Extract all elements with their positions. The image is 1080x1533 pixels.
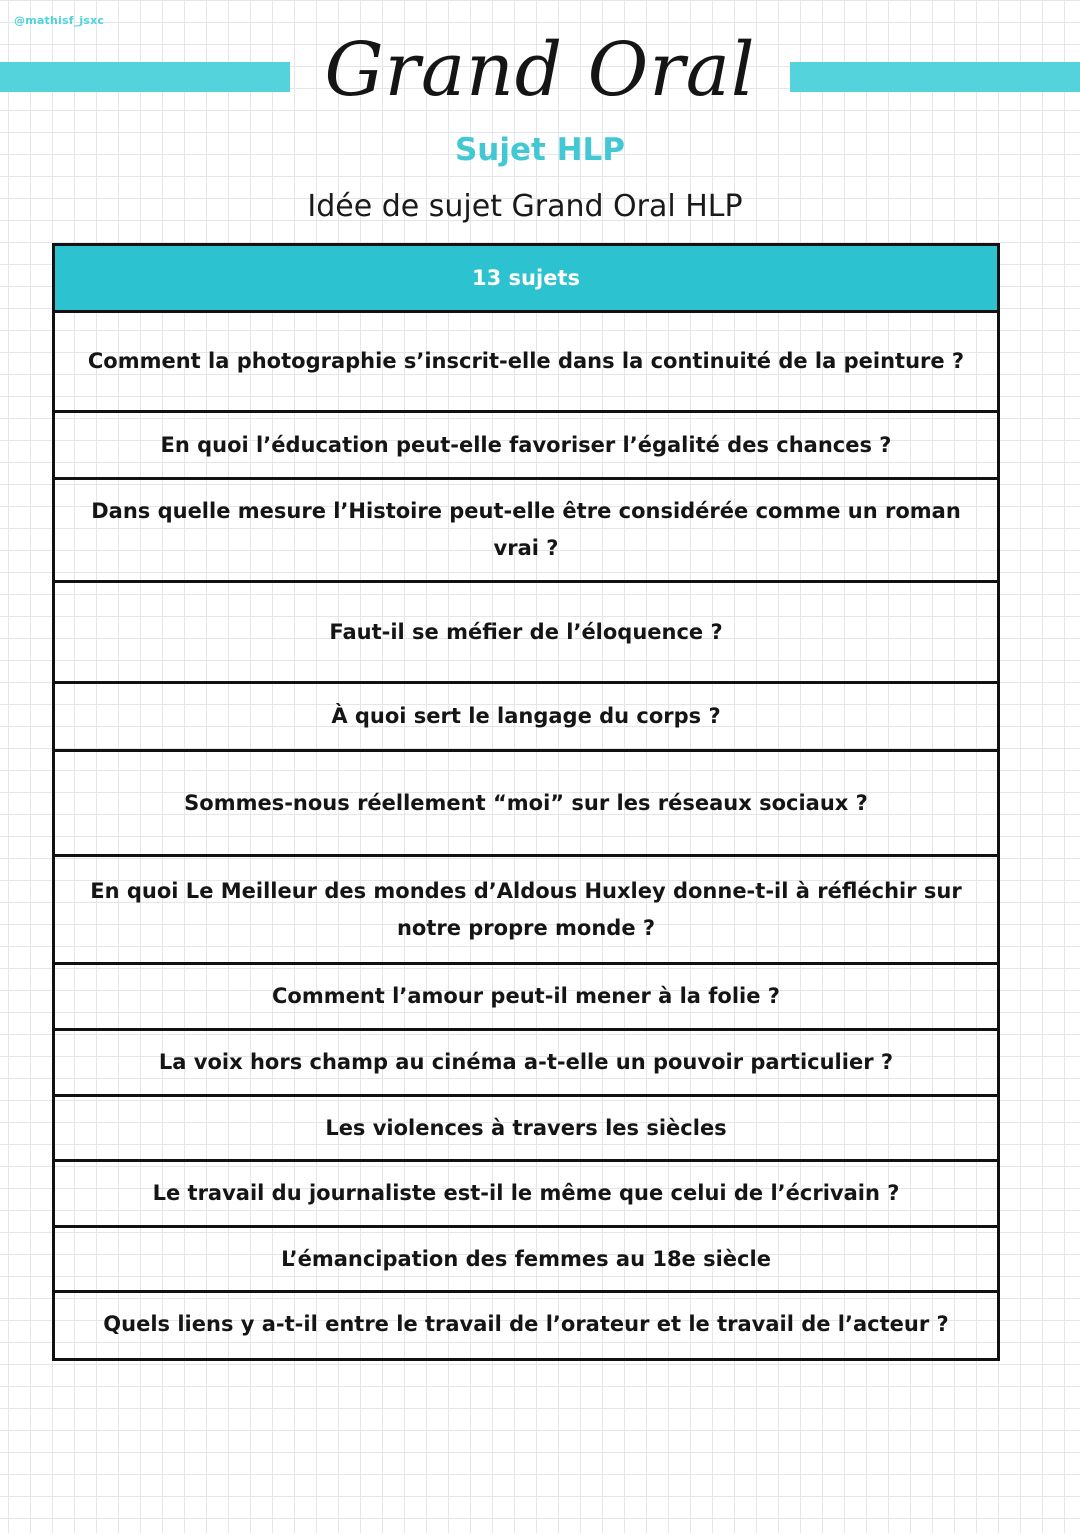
table-header-label: 13 sujets — [472, 266, 580, 290]
table-row: Les violences à travers les siècles — [55, 1097, 997, 1162]
page-lead: Idée de sujet Grand Oral HLP — [307, 189, 743, 224]
author-watermark: @mathisf_jsxc — [14, 14, 105, 27]
page-title: Grand Oral — [324, 27, 756, 113]
table-row: La voix hors champ au cinéma a-t-elle un pouvoir particulier ? — [55, 1031, 997, 1097]
table-row: En quoi l’éducation peut-elle favoriser l’égalité des chances ? — [55, 413, 997, 480]
table-row: L’émancipation des femmes au 18e siècle — [55, 1228, 997, 1293]
topics-table — [52, 243, 1000, 1361]
table-body — [55, 313, 997, 1358]
decorative-bar-left — [0, 62, 290, 92]
table-row: Quels liens y a-t-il entre le travail de l’orateur et le travail de l’acteur ? — [103, 1312, 949, 1336]
table-row: Le travail du journaliste est-il le même que celui de l’écrivain ? — [55, 1162, 997, 1228]
table-row: Comment la photographie s’inscrit-elle dans la continuité de la peinture ? — [55, 313, 997, 413]
table-row: Comment l’amour peut-il mener à la folie ? — [55, 965, 997, 1031]
table-row: À quoi sert le langage du corps ? — [55, 684, 997, 752]
page-subtitle: Sujet HLP — [454, 132, 626, 168]
table-header — [55, 246, 997, 313]
table-row: Sommes-nous réellement “moi” sur les réseaux sociaux ? — [55, 752, 997, 857]
table-row: Dans quelle mesure l’Histoire peut-elle être considérée comme un roman vrai ? — [55, 480, 997, 583]
table-row: Faut-il se méfier de l’éloquence ? — [55, 583, 997, 684]
decorative-bar-right — [790, 62, 1080, 92]
table-row: En quoi Le Meilleur des mondes d’Aldous Huxley donne-t-il à réfléchir sur notre propre monde ? — [55, 857, 997, 965]
